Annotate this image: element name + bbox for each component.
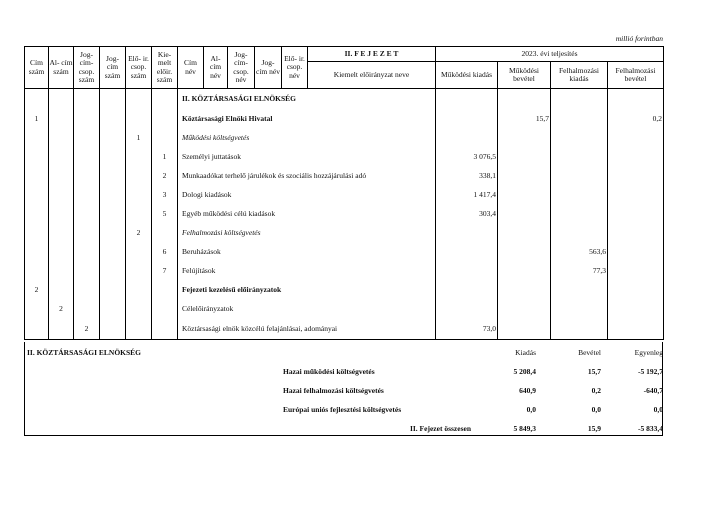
id-cell — [126, 281, 152, 300]
id-cell — [74, 167, 100, 186]
value-cell — [551, 224, 608, 243]
table-row — [25, 167, 664, 186]
summary-label: Hazai működési költségvetés — [283, 367, 375, 376]
id-cell — [152, 110, 178, 129]
table-row — [25, 262, 664, 281]
value-cell — [608, 224, 664, 243]
id-cell: 7 — [152, 262, 178, 281]
id-cell — [74, 148, 100, 167]
summary-value: -640,7 — [643, 386, 663, 395]
id-cell — [100, 89, 126, 111]
id-cell — [100, 262, 126, 281]
id-cell — [49, 167, 74, 186]
table-row — [25, 89, 664, 111]
value-cell — [608, 167, 664, 186]
summary-section — [24, 342, 663, 436]
value-cell — [498, 205, 551, 224]
value-cell — [436, 262, 498, 281]
value-cell — [608, 281, 664, 300]
id-cell — [152, 300, 178, 319]
id-cell — [126, 243, 152, 262]
id-cell — [126, 205, 152, 224]
budget-table — [24, 46, 664, 340]
id-cell — [100, 148, 126, 167]
value-cell — [608, 319, 664, 340]
item-name: Felújítások — [178, 262, 436, 281]
col-header: Kie- melt előir. szám — [152, 47, 178, 89]
id-cell — [126, 167, 152, 186]
id-cell — [25, 243, 49, 262]
value-cell: 3 076,5 — [436, 148, 498, 167]
item-name: Beruházások — [178, 243, 436, 262]
col-header: Elő- ir. csop. szám — [126, 47, 152, 89]
item-name: Egyéb működési célú kiadások — [178, 205, 436, 224]
id-cell — [74, 186, 100, 205]
value-cell — [498, 89, 551, 111]
value-cell — [608, 300, 664, 319]
id-cell — [126, 262, 152, 281]
id-cell — [152, 129, 178, 148]
col-header: Jog- cím- csop. szám — [74, 47, 100, 89]
value-cell — [436, 110, 498, 129]
id-cell — [49, 205, 74, 224]
value-cell — [436, 243, 498, 262]
id-cell — [74, 224, 100, 243]
id-cell: 2 — [49, 300, 74, 319]
value-cell: 1 417,4 — [436, 186, 498, 205]
table-row — [25, 205, 664, 224]
item-name: Célelőirányzatok — [178, 300, 436, 319]
value-cell — [436, 129, 498, 148]
item-name: Köztársasági elnök közcélú felajánlásai, adományai — [178, 319, 436, 340]
value-cell — [551, 300, 608, 319]
id-cell — [25, 167, 49, 186]
id-cell — [100, 110, 126, 129]
id-cell — [126, 319, 152, 340]
id-cell — [74, 243, 100, 262]
value-cell — [551, 281, 608, 300]
value-cell — [498, 281, 551, 300]
id-cell — [25, 319, 49, 340]
id-cell: 1 — [25, 110, 49, 129]
summary-value: 15,7 — [587, 367, 601, 376]
chapter-header: II. F E J E Z E T — [308, 47, 436, 62]
summary-value: -5 833,4 — [638, 424, 663, 433]
id-cell — [100, 205, 126, 224]
summary-value: 15,9 — [587, 424, 601, 433]
col-header: Jog- cím név — [255, 47, 282, 89]
id-cell — [25, 148, 49, 167]
value-cell — [608, 205, 664, 224]
id-cell — [74, 205, 100, 224]
id-cell — [152, 224, 178, 243]
summary-title: II. KÖZTÁRSASÁGI ELNÖKSÉG — [27, 348, 141, 357]
col-header: Felhalmozási kiadás — [551, 62, 608, 89]
summary-col-header: Kiadás — [515, 348, 536, 357]
summary-row — [25, 367, 662, 377]
value-cell — [436, 300, 498, 319]
item-name: Felhalmozási költségvetés — [178, 224, 436, 243]
id-cell: 2 — [152, 167, 178, 186]
id-cell — [100, 129, 126, 148]
value-cell — [498, 243, 551, 262]
value-cell — [436, 281, 498, 300]
summary-value: 0,2 — [591, 386, 601, 395]
value-cell: 563,6 — [551, 243, 608, 262]
value-cell — [551, 319, 608, 340]
id-cell — [152, 281, 178, 300]
id-cell: 1 — [126, 129, 152, 148]
value-cell: 338,1 — [436, 167, 498, 186]
id-cell — [49, 281, 74, 300]
id-cell — [100, 243, 126, 262]
table-row — [25, 243, 664, 262]
id-cell — [49, 186, 74, 205]
col-header: Cím név — [178, 47, 204, 89]
id-cell — [126, 300, 152, 319]
id-cell — [100, 167, 126, 186]
id-cell: 1 — [152, 148, 178, 167]
table-row — [25, 319, 664, 340]
value-cell — [608, 148, 664, 167]
summary-label: II. Fejezet összesen — [409, 424, 471, 433]
id-cell — [126, 89, 152, 111]
table-row — [25, 129, 664, 148]
summary-value: 0,0 — [526, 405, 536, 414]
id-cell — [49, 224, 74, 243]
summary-col-header: Egyenleg — [634, 348, 663, 357]
id-cell — [152, 319, 178, 340]
value-cell — [436, 224, 498, 243]
id-cell — [49, 129, 74, 148]
id-cell — [49, 89, 74, 111]
id-cell — [74, 110, 100, 129]
item-name: Fejezeti kezelésű előirányzatok — [178, 281, 436, 300]
value-cell — [608, 89, 664, 111]
value-cell — [551, 205, 608, 224]
id-cell — [74, 89, 100, 111]
id-cell — [74, 262, 100, 281]
value-cell — [608, 262, 664, 281]
table-row — [25, 224, 664, 243]
table-row — [25, 281, 664, 300]
col-header: Működési kiadás — [436, 62, 498, 89]
summary-value: 640,9 — [519, 386, 536, 395]
summary-value: 5 849,3 — [513, 424, 536, 433]
id-cell — [126, 186, 152, 205]
id-cell — [25, 205, 49, 224]
id-cell — [49, 148, 74, 167]
col-header: Jog- cím szám — [100, 47, 126, 89]
id-cell — [49, 319, 74, 340]
id-cell — [25, 262, 49, 281]
value-cell — [498, 167, 551, 186]
value-cell — [498, 224, 551, 243]
table-row — [25, 186, 664, 205]
value-cell — [498, 319, 551, 340]
id-cell — [49, 262, 74, 281]
summary-row — [25, 386, 662, 396]
item-name: Munkaadókat terhelő járulékok és szociális hozzájárulási adó — [178, 167, 436, 186]
id-cell: 5 — [152, 205, 178, 224]
value-cell — [551, 110, 608, 129]
table-row — [25, 148, 664, 167]
id-cell — [126, 110, 152, 129]
value-cell — [498, 148, 551, 167]
value-cell — [498, 186, 551, 205]
item-name: Dologi kiadások — [178, 186, 436, 205]
id-cell — [25, 224, 49, 243]
col-header: Al- cím szám — [49, 47, 74, 89]
value-cell — [436, 89, 498, 111]
col-header: Jog- cím- csop. név — [228, 47, 255, 89]
id-cell: 2 — [74, 319, 100, 340]
value-cell — [551, 129, 608, 148]
summary-value: 0,0 — [591, 405, 601, 414]
id-cell — [25, 300, 49, 319]
id-cell — [100, 319, 126, 340]
value-cell — [608, 186, 664, 205]
value-cell — [551, 167, 608, 186]
id-cell — [152, 89, 178, 111]
value-cell — [498, 129, 551, 148]
item-name: Személyi juttatások — [178, 148, 436, 167]
id-cell — [74, 281, 100, 300]
table-row — [25, 300, 664, 319]
col-header: Al- cím név — [204, 47, 228, 89]
id-cell — [126, 148, 152, 167]
col-header: Cím szám — [25, 47, 49, 89]
id-cell: 2 — [126, 224, 152, 243]
summary-label: Hazai felhalmozási költségvetés — [283, 386, 384, 395]
value-cell — [551, 148, 608, 167]
id-cell — [100, 224, 126, 243]
id-cell — [100, 186, 126, 205]
table-row — [25, 110, 664, 129]
value-cell: 303,4 — [436, 205, 498, 224]
id-cell — [49, 110, 74, 129]
summary-value: 0,0 — [653, 405, 663, 414]
summary-row — [25, 424, 662, 434]
item-name: Köztársasági Elnöki Hivatal — [178, 110, 436, 129]
id-cell — [100, 300, 126, 319]
item-name: Működési költségvetés — [178, 129, 436, 148]
period-header: 2023. évi teljesítés — [436, 47, 664, 62]
value-cell — [608, 129, 664, 148]
value-cell — [498, 300, 551, 319]
item-name: II. KÖZTÁRSASÁGI ELNÖKSÉG — [178, 89, 436, 111]
summary-label: Európai uniós fejlesztési költségvetés — [283, 405, 402, 414]
id-cell: 3 — [152, 186, 178, 205]
summary-value: 5 208,4 — [513, 367, 536, 376]
id-cell — [25, 129, 49, 148]
value-cell — [551, 186, 608, 205]
value-cell: 73,0 — [436, 319, 498, 340]
name-col-header: Kiemelt előirányzat neve — [308, 62, 436, 89]
summary-value: -5 192,7 — [638, 367, 663, 376]
value-cell: 77,3 — [551, 262, 608, 281]
unit-label: millió forintban — [615, 34, 663, 43]
id-cell — [25, 186, 49, 205]
id-cell — [100, 281, 126, 300]
value-cell — [608, 243, 664, 262]
col-header: Elő- ir. csop. név — [282, 47, 308, 89]
summary-col-header: Bevétel — [578, 348, 601, 357]
id-cell — [25, 89, 49, 111]
value-cell: 0,2 — [608, 110, 664, 129]
summary-row — [25, 405, 662, 415]
id-cell — [49, 243, 74, 262]
col-header: Működési bevétel — [498, 62, 551, 89]
id-cell: 6 — [152, 243, 178, 262]
value-cell: 15,7 — [498, 110, 551, 129]
id-cell — [74, 300, 100, 319]
col-header: Felhalmozási bevétel — [608, 62, 664, 89]
id-cell: 2 — [25, 281, 49, 300]
value-cell — [498, 262, 551, 281]
value-cell — [551, 89, 608, 111]
id-cell — [74, 129, 100, 148]
